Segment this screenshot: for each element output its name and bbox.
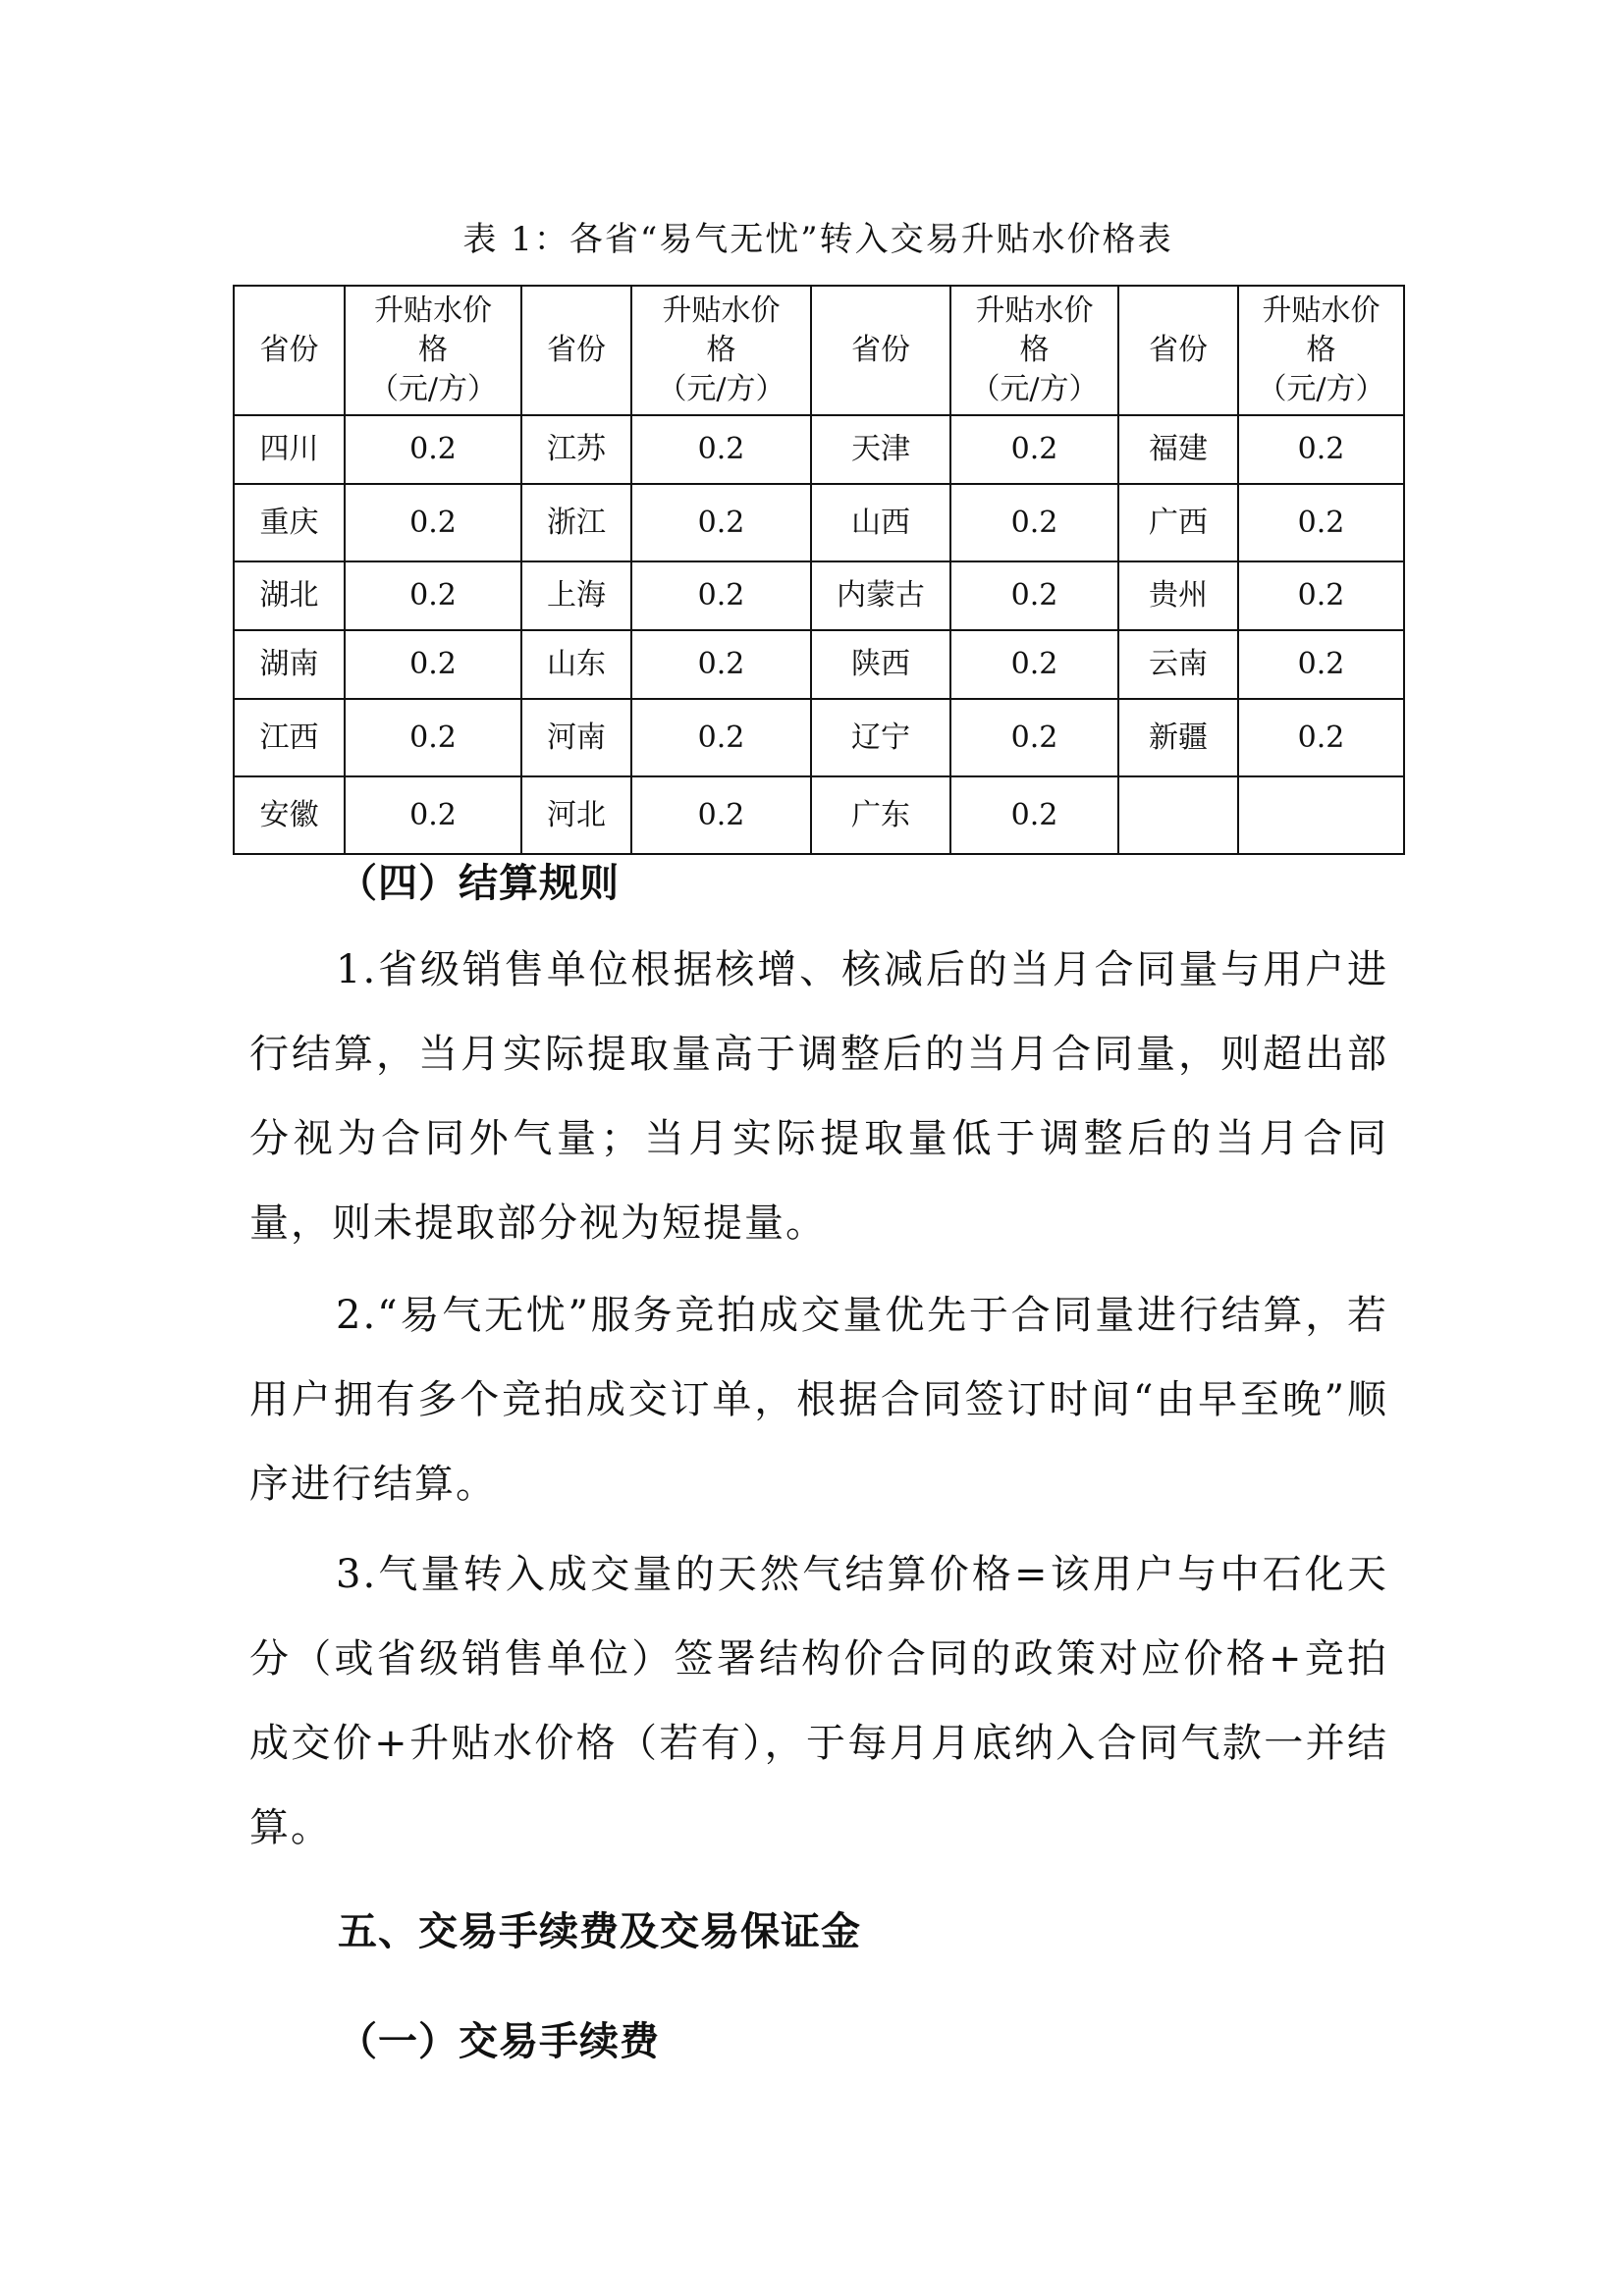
price-cell: 0.2 [631, 776, 811, 854]
price-cell: 0.2 [1238, 699, 1404, 776]
price-table [233, 285, 1405, 855]
table-row [234, 630, 1404, 699]
table-row [234, 484, 1404, 561]
table-row [234, 776, 1404, 854]
section-title-settlement-rules: （四）结算规则 [338, 860, 620, 906]
paragraph-settlement-3: 3.气量转入成交量的天然气结算价格=该用户与中石化天分（或省级销售单位）签署结构价合同的政策对应价格+竞拍成交价+升贴水价格（若有），于每月月底纳入合同气款一并结算。 [249, 1552, 1388, 1850]
province-cell: 江苏 [521, 415, 631, 484]
province-cell: 湖北 [234, 561, 345, 630]
province-cell: 广东 [811, 776, 950, 854]
province-cell: 河南 [521, 699, 631, 776]
paragraph-settlement-1: 1.省级销售单位根据核增、核减后的当月合同量与用户进行结算，当月实际提取量高于调整后的当月合同量，则超出部分视为合同外气量；当月实际提取量低于调整后的当月合同量，则未提取部分视为短提量。 [249, 947, 1388, 1246]
province-cell: 四川 [234, 415, 345, 484]
price-cell: 0.2 [345, 699, 521, 776]
price-cell: 0.2 [1238, 415, 1404, 484]
header-price: 升贴水价 格 （元/方） [631, 286, 811, 415]
province-cell: 湖南 [234, 630, 345, 699]
province-cell: 山西 [811, 484, 950, 561]
price-cell: 0.2 [950, 415, 1118, 484]
province-cell: 云南 [1118, 630, 1238, 699]
province-cell: 浙江 [521, 484, 631, 561]
header-province: 省份 [521, 286, 631, 415]
table-row [234, 415, 1404, 484]
header-price: 升贴水价 格 （元/方） [345, 286, 521, 415]
province-cell: 安徽 [234, 776, 345, 854]
province-cell: 重庆 [234, 484, 345, 561]
price-cell: 0.2 [631, 699, 811, 776]
province-cell: 福建 [1118, 415, 1238, 484]
price-cell: 0.2 [631, 415, 811, 484]
province-cell: 贵州 [1118, 561, 1238, 630]
table-row [234, 699, 1404, 776]
table-title: 表 1：各省“易气无忧”转入交易升贴水价格表 [462, 220, 1173, 259]
province-cell: 陕西 [811, 630, 950, 699]
province-cell: 上海 [521, 561, 631, 630]
province-cell: 河北 [521, 776, 631, 854]
header-province: 省份 [1118, 286, 1238, 415]
price-cell: 0.2 [631, 484, 811, 561]
price-cell: 0.2 [631, 630, 811, 699]
price-cell: 0.2 [950, 699, 1118, 776]
header-province: 省份 [811, 286, 950, 415]
table-header-row [234, 286, 1404, 415]
province-cell: 内蒙古 [811, 561, 950, 630]
price-cell: 0.2 [950, 484, 1118, 561]
empty-cell [1118, 776, 1238, 854]
section-title-trading-fee: （一）交易手续费 [338, 2018, 660, 2064]
province-cell: 天津 [811, 415, 950, 484]
price-cell: 0.2 [1238, 484, 1404, 561]
price-cell: 0.2 [950, 776, 1118, 854]
price-cell: 0.2 [950, 630, 1118, 699]
price-cell: 0.2 [1238, 630, 1404, 699]
province-cell: 广西 [1118, 484, 1238, 561]
header-province: 省份 [234, 286, 345, 415]
price-cell: 0.2 [345, 630, 521, 699]
province-cell: 江西 [234, 699, 345, 776]
table-row [234, 561, 1404, 630]
province-cell: 山东 [521, 630, 631, 699]
price-cell: 0.2 [345, 561, 521, 630]
price-cell: 0.2 [345, 415, 521, 484]
price-cell: 0.2 [345, 484, 521, 561]
province-cell: 新疆 [1118, 699, 1238, 776]
price-cell: 0.2 [950, 561, 1118, 630]
header-price: 升贴水价 格 （元/方） [1238, 286, 1404, 415]
price-cell: 0.2 [345, 776, 521, 854]
empty-cell [1238, 776, 1404, 854]
province-cell: 辽宁 [811, 699, 950, 776]
price-cell: 0.2 [631, 561, 811, 630]
header-price: 升贴水价 格 （元/方） [950, 286, 1118, 415]
section-title-fees-and-margin: 五、交易手续费及交易保证金 [338, 1908, 861, 1954]
paragraph-settlement-2: 2.“易气无忧”服务竞拍成交量优先于合同量进行结算，若用户拥有多个竞拍成交订单，根据合同签订时间“由早至晚”顺序进行结算。 [249, 1293, 1388, 1507]
price-cell: 0.2 [1238, 561, 1404, 630]
